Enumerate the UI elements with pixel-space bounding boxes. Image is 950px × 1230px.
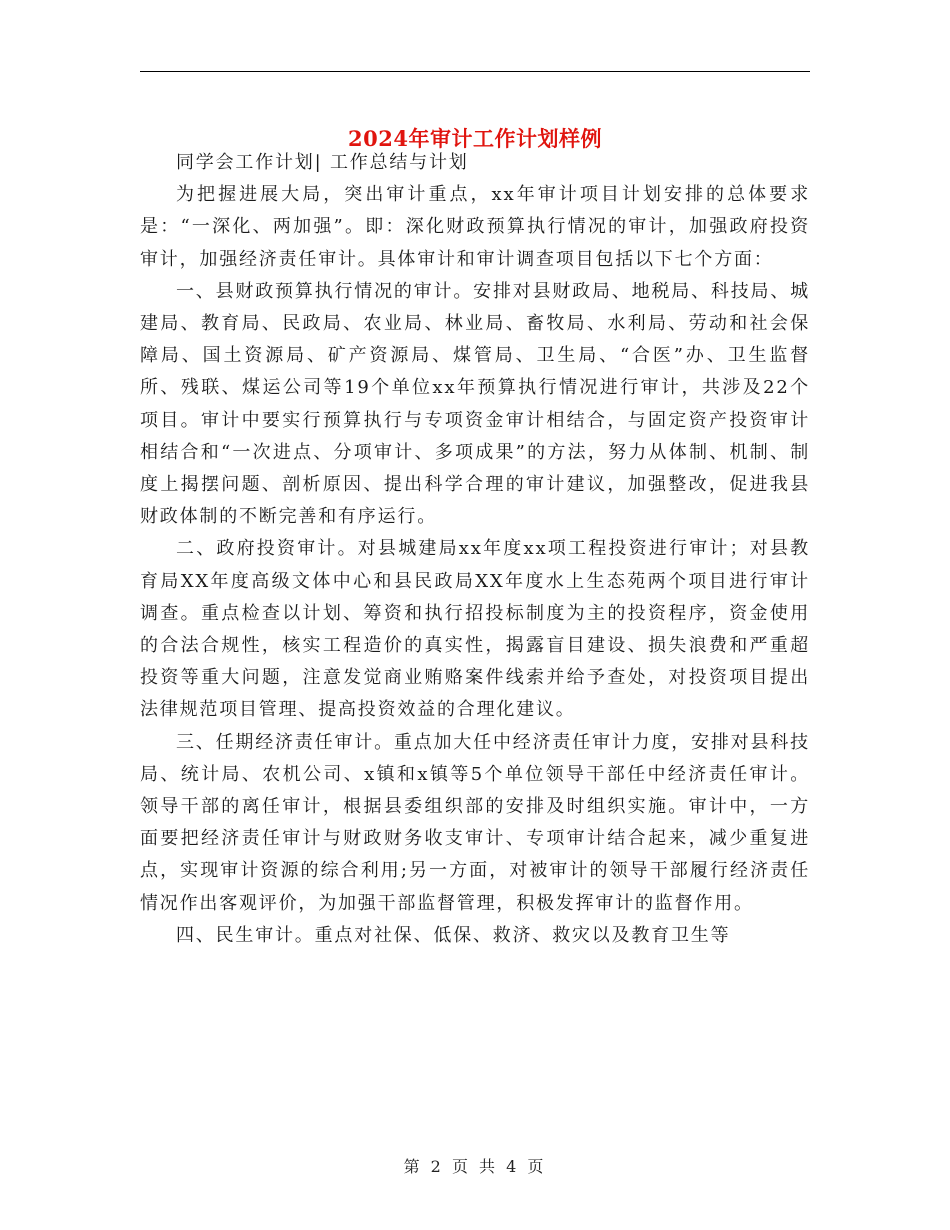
document-meta-line: 同学会工作计划| 工作总结与计划 [176,152,469,173]
header-rule [140,71,810,72]
page-number-footer: 第 2 页 共 4 页 [403,1157,547,1176]
paragraph-section-4: 四、民生审计。重点对社保、低保、救济、救灾以及教育卫生等 [176,924,731,946]
document-body [140,147,810,952]
document-title: 2024年审计工作计划样例 [348,126,602,152]
paragraph-intro: 为把握进展大局，突出审计重点，xx年审计项目计划安排的总体要求是：“一深化、两加强”。即：深化财政预算执行情况的审计，加强政府投资审计，加强经济责任审计。具体审计和审计调查项目包括以下七个方面： [140,184,810,270]
paragraph-section-2: 二、政府投资审计。对县城建局xx年度xx项工程投资进行审计；对县教育局XX年度高级文体中心和县民政局XX年度水上生态苑两个项目进行审计调查。重点检查以计划、筹资和执行招投标制度为主的投资程序，资金使用的合法合规性，核实工程造价的真实性，揭露盲目建设、损失浪费和严重超投资等重大问题，注意发觉商业贿赂案件线索并给予查处，对投资项目提出法律规范项目管理、提高投资效益的合理化建议。 [140,538,810,721]
paragraph-section-3: 三、任期经济责任审计。重点加大任中经济责任审计力度，安排对县科技局、统计局、农机公司、x镇和x镇等5个单位领导干部任中经济责任审计。领导干部的离任审计，根据县委组织部的安排及时组织实施。审计中，一方面要把经济责任审计与财政财务收支审计、专项审计结合起来，减少重复进点，实现审计资源的综合利用;另一方面，对被审计的领导干部履行经济责任情况作出客观评价，为加强干部监督管理，积极发挥审计的监督作用。 [140,731,810,914]
paragraph-section-1: 一、县财政预算执行情况的审计。安排对县财政局、地税局、科技局、城建局、教育局、民政局、农业局、林业局、畜牧局、水利局、劳动和社会保障局、国土资源局、矿产资源局、煤管局、卫生局、“合医”办、卫生监督所、残联、煤运公司等19个单位xx年预算执行情况进行审计，共涉及22个项目。审计中要实行预算执行与专项资金审计相结合，与固定资产投资审计相结合和“一次进点、分项审计、多项成果”的方法，努力从体制、机制、制度上揭摆问题、剖析原因、提出科学合理的审计建议，加强整改，促进我县财政体制的不断完善和有序运行。 [140,280,810,528]
